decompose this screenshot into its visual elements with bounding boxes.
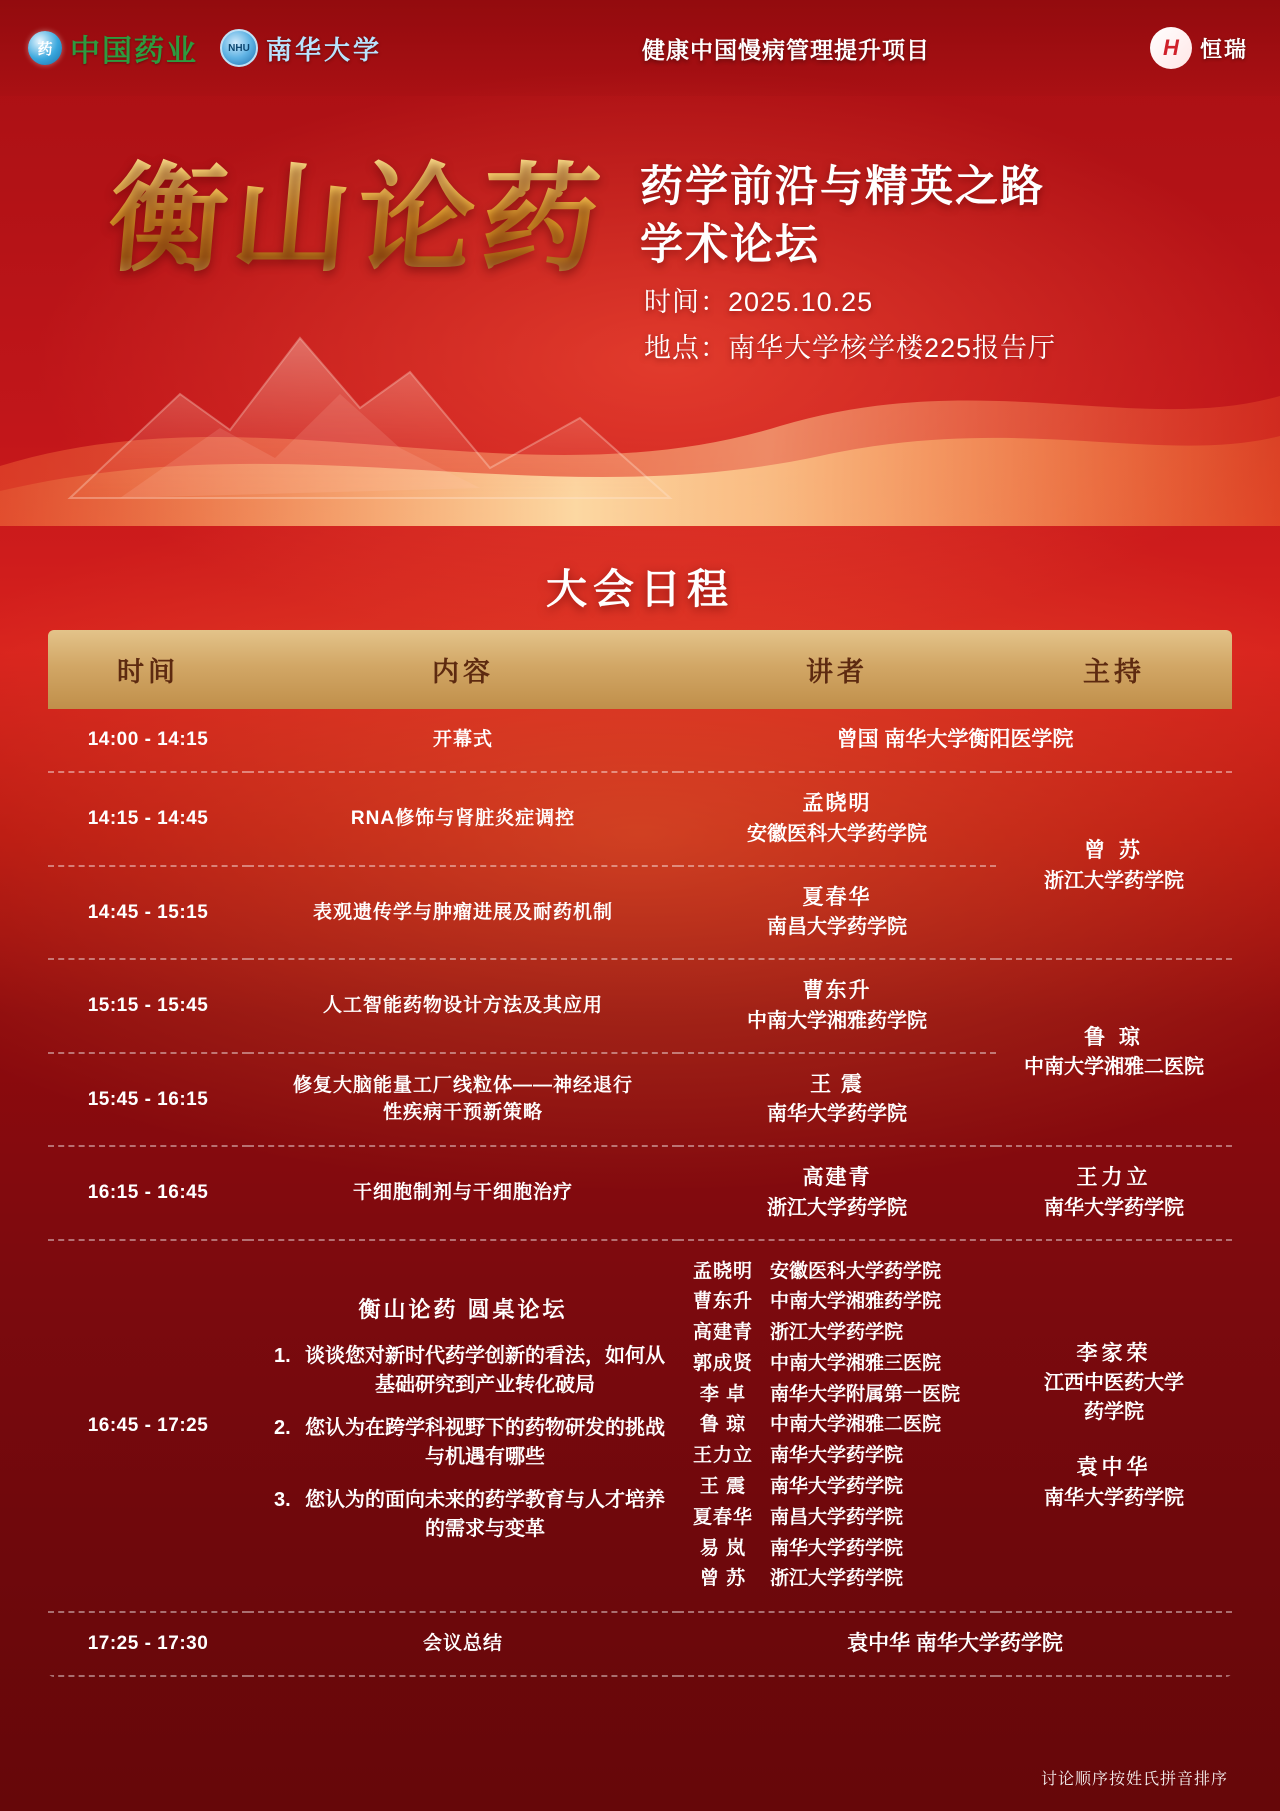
panel-host-org-line1: 南华大学药学院: [1044, 1486, 1184, 1509]
participant-name: 孟晓明: [692, 1260, 753, 1282]
logo-china-pharma: [28, 26, 198, 70]
list-item: [686, 1472, 988, 1503]
panel-content: [248, 1240, 678, 1612]
row-content: 人工智能药物设计方法及其应用: [248, 959, 678, 1052]
sponsor-logo-glyph: H: [1163, 35, 1179, 60]
panel-time: 16:45 - 17:25: [48, 1240, 248, 1612]
university-seal-icon: NHU: [220, 29, 258, 67]
row-speaker: [678, 772, 996, 865]
row-speaker-inline: 袁中华 南华大学药学院: [847, 1632, 1063, 1656]
agenda-table-body: [48, 709, 1232, 1676]
participant-name: 王力立: [692, 1445, 753, 1467]
row-speaker-org: 浙江大学药学院: [767, 1196, 907, 1219]
participant-name: 曾 苏: [699, 1568, 747, 1590]
column-header-host: 主持: [996, 630, 1232, 709]
logo-group: [28, 26, 382, 70]
mountain-illustration: [60, 298, 680, 508]
logo-university: [220, 29, 382, 67]
list-item: [686, 1318, 988, 1349]
row-speaker-inline: 曾国 南华大学衡阳医学院: [836, 728, 1074, 751]
event-place: 地点：南华大学核学楼225报告厅: [644, 332, 1057, 363]
row-speaker-org: 安徽医科大学药学院: [747, 822, 927, 845]
project-title: 健康中国慢病管理提升项目: [642, 36, 930, 63]
row-content-line2: 性疾病干预新策略: [382, 1102, 543, 1124]
panel-host: [1004, 1339, 1224, 1427]
participant-org: 中南大学湘雅二医院: [770, 1414, 942, 1436]
table-row: [48, 959, 1232, 1052]
agenda-table-head: [48, 630, 1232, 709]
row-content: RNA修饰与肾脏炎症调控: [248, 772, 678, 865]
table-row-panel: [48, 1240, 1232, 1612]
event-subtitle-line2: 学术论坛: [640, 221, 820, 270]
participant-org: 浙江大学药学院: [770, 1322, 904, 1344]
participant-org: 中南大学湘雅三医院: [770, 1352, 942, 1374]
event-time: 时间：2025.10.25: [644, 287, 874, 317]
row-time: 15:45 - 16:15: [48, 1053, 248, 1146]
row-time: 14:00 - 14:15: [48, 709, 248, 772]
participant-name: 李 卓: [699, 1383, 747, 1405]
participant-org: 中南大学湘雅药学院: [770, 1291, 942, 1313]
row-host-org: 南华大学药学院: [1044, 1196, 1184, 1219]
participant-org: 浙江大学药学院: [770, 1568, 904, 1590]
list-item: [686, 1349, 988, 1380]
event-title: 衡山论药: [103, 124, 614, 294]
panel-question: 您认为在跨学科视野下的药物研发的挑战与机遇有哪些: [305, 1416, 665, 1468]
panel-host-name: 袁中华: [1076, 1456, 1152, 1480]
panel-host-org-line2: 药学院: [1084, 1401, 1144, 1424]
row-content: 干细胞制剂与干细胞治疗: [248, 1146, 678, 1239]
table-row: [48, 772, 1232, 865]
participant-name: 郭成贤: [692, 1352, 753, 1374]
row-host: [996, 1146, 1232, 1239]
row-host: [996, 772, 1232, 959]
panel-host-org-line1: 江西中医药大学: [1044, 1372, 1184, 1395]
participant-org: 南昌大学药学院: [770, 1506, 904, 1528]
panel-question-list: [256, 1342, 670, 1544]
row-content: 开幕式: [248, 709, 678, 772]
row-speaker: [678, 1612, 1232, 1676]
row-content: 会议总结: [248, 1612, 678, 1676]
column-header-speaker: 讲者: [678, 630, 996, 709]
hero-section: [0, 96, 1280, 516]
panel-host: [1004, 1453, 1224, 1512]
participant-org: 安徽医科大学药学院: [770, 1260, 942, 1282]
agenda-table-wrapper: [48, 630, 1232, 1677]
table-row: [48, 1612, 1232, 1676]
agenda-header-row: [48, 630, 1232, 709]
panel-hosts: [996, 1240, 1232, 1612]
column-header-content: 内容: [248, 630, 678, 709]
table-row: [48, 1146, 1232, 1239]
row-speaker: [678, 959, 996, 1052]
row-time: 17:25 - 17:30: [48, 1612, 248, 1676]
list-item: [686, 1287, 988, 1318]
participant-org: 南华大学药学院: [770, 1537, 904, 1559]
row-speaker-name: 曹东升: [802, 979, 872, 1003]
panel-host-name: 李家荣: [1076, 1341, 1152, 1365]
table-row: [48, 709, 1232, 772]
sponsor-brand: [1150, 27, 1252, 69]
row-host-name: 鲁 琼: [1084, 1026, 1144, 1050]
list-item: [686, 1257, 988, 1288]
sponsor-brand-text: 恒瑞: [1199, 36, 1248, 62]
agenda-table: [48, 630, 1232, 1677]
participant-org: 南华大学药学院: [770, 1445, 904, 1467]
row-content: 表观遗传学与肿瘤进展及耐药机制: [248, 866, 678, 959]
row-speaker: [678, 866, 996, 959]
participant-org: 南华大学药学院: [770, 1475, 904, 1497]
row-speaker-org: 中南大学湘雅药学院: [747, 1009, 927, 1032]
row-speaker-name: 王 震: [810, 1072, 864, 1096]
row-host-name: 曾 苏: [1084, 839, 1144, 863]
list-item: [686, 1534, 988, 1565]
row-speaker: [678, 1053, 996, 1146]
participant-name: 曹东升: [692, 1291, 753, 1313]
row-time: 15:15 - 15:45: [48, 959, 248, 1052]
participant-name: 高建青: [692, 1322, 753, 1344]
event-meta: [644, 280, 1056, 372]
row-speaker-org: 南昌大学药学院: [767, 916, 907, 939]
row-host-org: 浙江大学药学院: [1044, 869, 1184, 892]
list-item: [686, 1380, 988, 1411]
event-subtitle: [640, 158, 1045, 274]
event-subtitle-line1: 药学前沿与精英之路: [640, 163, 1045, 211]
list-item: [686, 1564, 988, 1595]
participant-name: 易 岚: [699, 1537, 747, 1559]
top-bar: [0, 0, 1280, 96]
column-header-time: 时间: [48, 630, 248, 709]
list-item: [686, 1503, 988, 1534]
row-host-name: 王力立: [1076, 1166, 1152, 1190]
agenda-heading: 大会日程: [546, 566, 734, 612]
participant-name: 王 震: [699, 1475, 747, 1497]
list-item: [686, 1410, 988, 1441]
row-speaker-org: 南华大学药学院: [767, 1103, 907, 1126]
sponsor-logo-icon: [1150, 27, 1192, 69]
row-time: 14:15 - 14:45: [48, 772, 248, 865]
logo-university-text: 南华大学: [266, 35, 383, 66]
row-speaker-name: 孟晓明: [802, 792, 872, 816]
agenda-footnote: 讨论顺序按姓氏拼音排序: [1040, 1771, 1228, 1788]
panel-title: 衡山论药 圆桌论坛: [358, 1296, 568, 1322]
participant-name: 夏春华: [692, 1506, 753, 1528]
participant-name: 鲁 琼: [699, 1414, 747, 1436]
pharma-badge-icon: 药: [28, 31, 62, 65]
panel-participants: [678, 1240, 996, 1612]
participant-org: 南华大学附属第一医院: [770, 1383, 961, 1405]
row-host-org: 中南大学湘雅二医院: [1024, 1056, 1204, 1079]
panel-question: 谈谈您对新时代药学创新的看法，如何从基础研究到产业转化破局: [305, 1344, 665, 1396]
list-item: [686, 1441, 988, 1472]
row-speaker-name: 高建青: [802, 1166, 872, 1190]
row-speaker-name: 夏春华: [802, 885, 872, 909]
row-time: 16:15 - 16:45: [48, 1146, 248, 1239]
row-speaker: [678, 1146, 996, 1239]
row-speaker: [678, 709, 1232, 772]
row-content-line1: 修复大脑能量工厂线粒体——神经退行: [292, 1074, 633, 1096]
row-host: [996, 959, 1232, 1146]
logo-china-pharma-text: 中国药业: [70, 34, 198, 69]
row-content: [248, 1053, 678, 1146]
panel-question: 您认为的面向未来的药学教育与人才培养的需求与变革: [305, 1488, 665, 1540]
row-time: 14:45 - 15:15: [48, 866, 248, 959]
